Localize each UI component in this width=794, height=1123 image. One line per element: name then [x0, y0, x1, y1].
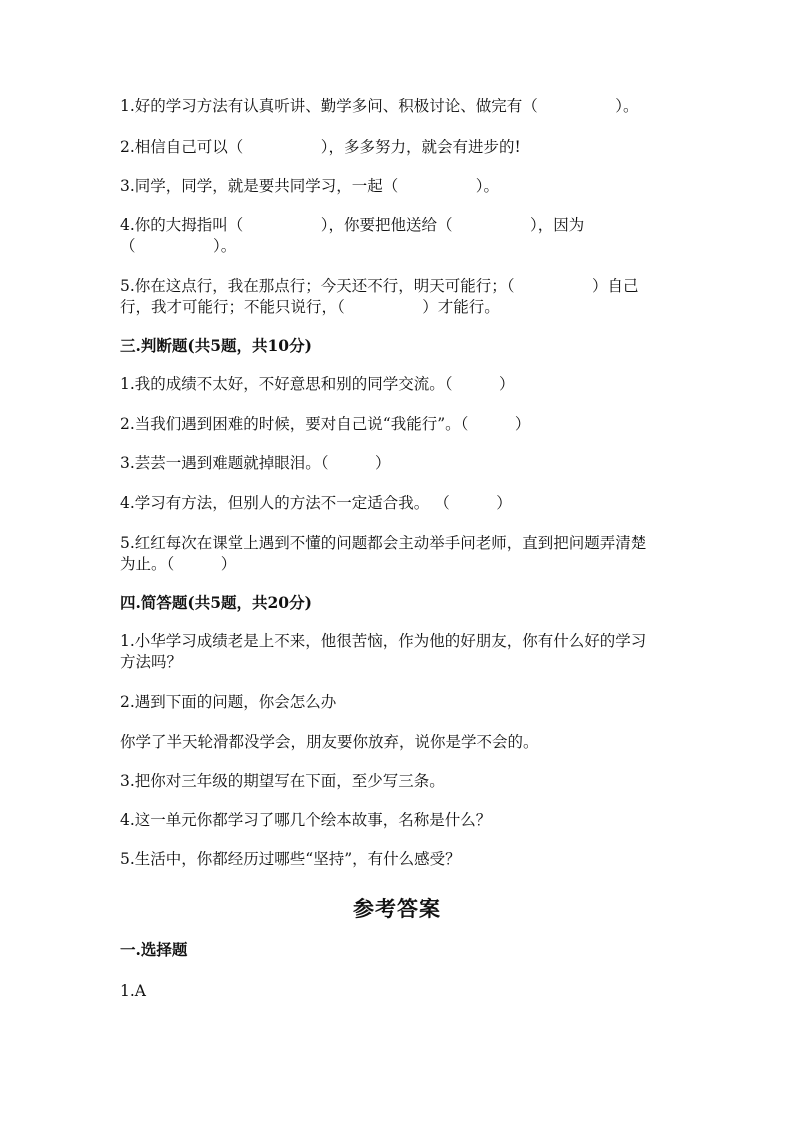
- judge-question-3: 3.芸芸一遇到难题就掉眼泪。（ ）: [120, 454, 391, 472]
- short-answer-question-3: 3.把你对三年级的期望写在下面，至少写三条。: [120, 772, 445, 790]
- fill-blank-question-2: 2.相信自己可以（ ），多多努力，就会有进步的!: [120, 138, 521, 156]
- fill-blank-question-4-line-2: （ ）。: [120, 237, 237, 255]
- short-answer-question-2: 2.遇到下面的问题，你会怎么办: [120, 693, 337, 711]
- judge-question-5-line-2: 为止。（ ）: [120, 555, 237, 573]
- short-answer-question-5: 5.生活中，你都经历过哪些“坚持”，有什么感受？: [120, 850, 461, 868]
- answer-key-title: 参考答案: [353, 896, 441, 921]
- judge-question-1: 1.我的成绩不太好，不好意思和别的同学交流。（ ）: [120, 375, 515, 393]
- fill-blank-question-3: 3.同学，同学，就是要共同学习，一起（ ）。: [120, 177, 500, 195]
- short-answer-question-4: 4.这一单元你都学习了哪几个绘本故事，名称是什么？: [120, 811, 492, 829]
- short-answer-question-2-scenario: 你学了半天轮滑都没学会，朋友要你放弃，说你是学不会的。: [120, 733, 539, 751]
- judge-question-2: 2.当我们遇到困难的时候，要对自己说“我能行”。（ ）: [120, 415, 531, 433]
- judge-question-4: 4.学习有方法，但别人的方法不一定适合我。 （ ）: [120, 494, 512, 512]
- fill-blank-question-4-line-1: 4.你的大拇指叫（ ），你要把他送给（ ），因为: [120, 216, 585, 234]
- fill-blank-question-5-line-2: 行，我才可能行；不能只说行，（ ）才能行。: [120, 298, 500, 316]
- answer-item-1: 1.A: [120, 982, 146, 1000]
- fill-blank-question-5-line-1: 5.你在这点行，我在那点行；今天还不行，明天可能行；（ ）自己: [120, 277, 639, 295]
- section-heading-short-answer: 四.简答题(共5题，共20分): [120, 593, 312, 612]
- judge-question-5-line-1: 5.红红每次在课堂上遇到不懂的问题都会主动举手问老师，直到把问题弄清楚: [120, 534, 647, 552]
- fill-blank-question-1: 1.好的学习方法有认真听讲、勤学多问、积极讨论、做完有（ ）。: [120, 97, 639, 115]
- short-answer-question-1-line-1: 1.小华学习成绩老是上不来，他很苦恼，作为他的好朋友，你有什么好的学习: [120, 632, 647, 650]
- answer-section-heading-choice: 一.选择题: [120, 940, 188, 959]
- section-heading-judge: 三.判断题(共5题，共10分): [120, 336, 312, 355]
- short-answer-question-1-line-2: 方法吗？: [120, 653, 183, 671]
